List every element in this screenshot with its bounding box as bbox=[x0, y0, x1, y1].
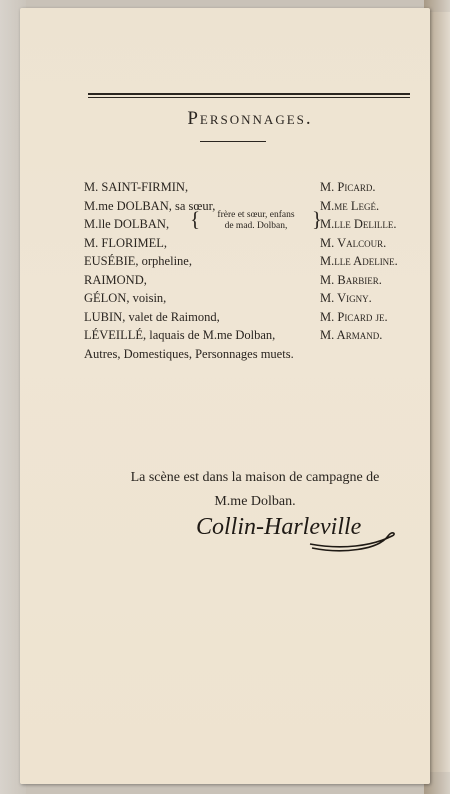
character-name: M.me DOLBAN, sa sœur, bbox=[84, 198, 216, 213]
title-underline bbox=[200, 141, 266, 142]
actor-name: M. Barbier. bbox=[320, 272, 382, 287]
cast-row bbox=[84, 271, 450, 290]
right-brace: } bbox=[312, 207, 323, 231]
author-signature bbox=[192, 506, 412, 566]
character-name: LÉVEILLÉ, laquais de M.me Dolban, bbox=[84, 328, 276, 342]
character-name: RAIMOND, bbox=[84, 272, 147, 287]
scene-line2: M.me Dolban. bbox=[214, 494, 296, 509]
actor-name: M. Armand. bbox=[320, 328, 383, 342]
actor-name: M.lle Adeline. bbox=[320, 254, 398, 268]
character-name: LUBIN, valet de Raimond, bbox=[84, 309, 220, 324]
actor-name: M. Picard. bbox=[320, 180, 376, 194]
cast-row-others bbox=[84, 345, 450, 364]
character-name: M. FLORIMEL, bbox=[84, 235, 167, 250]
cast-row bbox=[84, 289, 450, 308]
page-title: Personnages. bbox=[187, 108, 313, 129]
character-name: EUSÉBIE, orpheline, bbox=[84, 254, 192, 268]
cast-row bbox=[84, 308, 450, 327]
actor-name: M. Vigny. bbox=[320, 291, 372, 305]
left-brace: { bbox=[190, 207, 201, 231]
character-name: M.lle DOLBAN, bbox=[84, 217, 170, 231]
character-name: GÉLON, voisin, bbox=[84, 291, 167, 305]
cast-list bbox=[84, 178, 450, 363]
cast-row bbox=[84, 178, 450, 197]
character-name: M. SAINT-FIRMIN, bbox=[84, 180, 189, 194]
actor-name: M.me Legé. bbox=[320, 198, 380, 213]
sibling-note-line2: de mad. Dolban, bbox=[224, 221, 288, 231]
actor-name: M. Valcour. bbox=[320, 235, 387, 250]
scene-line1: La scène est dans la maison de campagne de bbox=[130, 470, 380, 485]
cast-row bbox=[84, 252, 450, 271]
sibling-note-line1: frère et sœur, enfans bbox=[217, 210, 295, 220]
signature-text: Collin-Harleville bbox=[196, 514, 362, 540]
signature-drawing bbox=[192, 506, 412, 566]
sibling-note bbox=[200, 210, 312, 232]
book-page bbox=[20, 8, 430, 784]
sibling-note-group bbox=[190, 207, 323, 242]
header-double-rule bbox=[88, 93, 410, 98]
actor-name: M.lle Delille. bbox=[320, 217, 397, 231]
others-line: Autres, Domestiques, Personnages muets. bbox=[84, 346, 294, 361]
cast-row bbox=[84, 326, 450, 345]
actor-name: M. Picard je. bbox=[320, 309, 388, 324]
